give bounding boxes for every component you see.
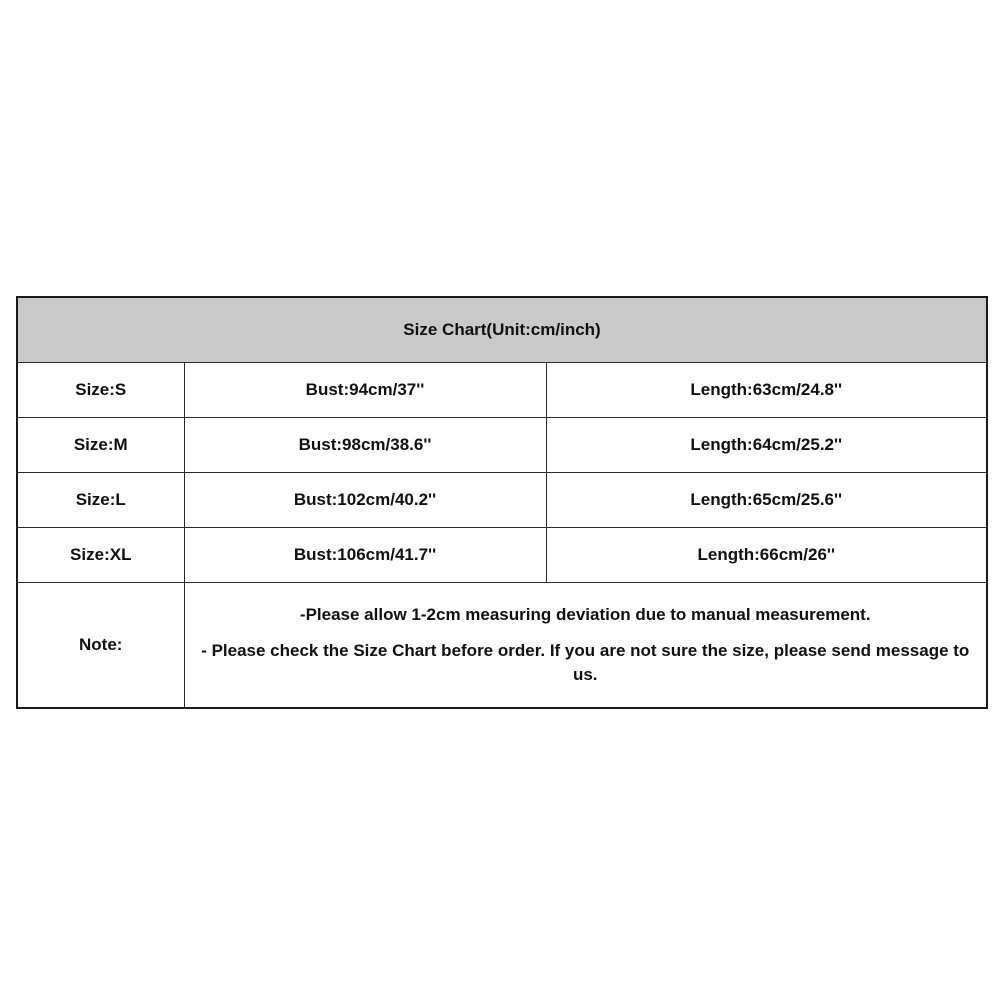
table-row bbox=[17, 362, 987, 417]
size-cell: Size:L bbox=[17, 472, 184, 527]
size-chart-table bbox=[16, 296, 988, 709]
note-line: - Please check the Size Chart before order. If you are not sure the size, please send message to us. bbox=[201, 640, 970, 684]
size-cell: Size:M bbox=[17, 417, 184, 472]
bust-cell: Bust:102cm/40.2'' bbox=[184, 472, 546, 527]
note-content bbox=[184, 582, 987, 708]
bust-cell: Bust:106cm/41.7'' bbox=[184, 527, 546, 582]
size-cell: Size:XL bbox=[17, 527, 184, 582]
length-cell: Length:63cm/24.8'' bbox=[546, 362, 987, 417]
table-row bbox=[17, 472, 987, 527]
length-cell: Length:64cm/25.2'' bbox=[546, 417, 987, 472]
note-label: Note: bbox=[17, 582, 184, 708]
size-cell: Size:S bbox=[17, 362, 184, 417]
length-cell: Length:66cm/26'' bbox=[546, 527, 987, 582]
size-chart-title-row bbox=[17, 297, 987, 362]
table-row bbox=[17, 527, 987, 582]
note-line: -Please allow 1-2cm measuring deviation due to manual measurement. bbox=[299, 604, 871, 624]
size-chart-title: Size Chart(Unit:cm/inch) bbox=[17, 297, 987, 362]
bust-cell: Bust:98cm/38.6'' bbox=[184, 417, 546, 472]
bust-cell: Bust:94cm/37'' bbox=[184, 362, 546, 417]
table-row bbox=[17, 417, 987, 472]
length-cell: Length:65cm/25.6'' bbox=[546, 472, 987, 527]
note-row bbox=[17, 582, 987, 708]
